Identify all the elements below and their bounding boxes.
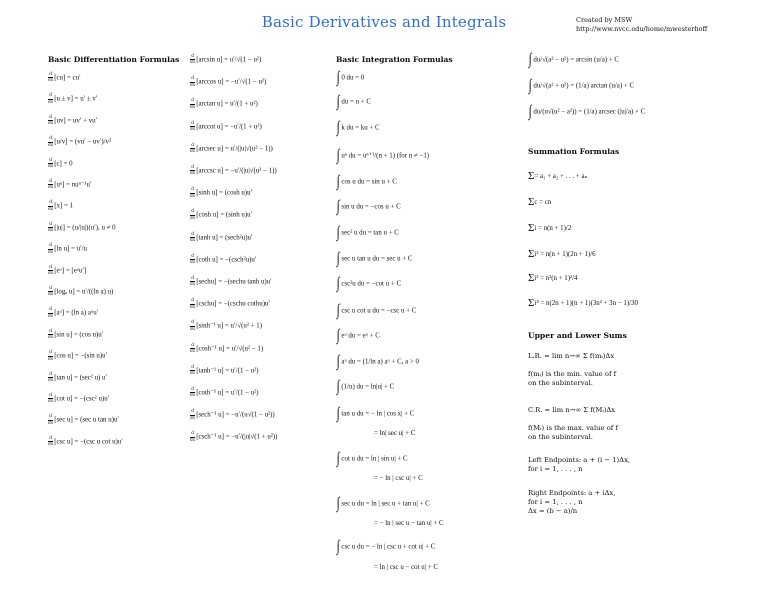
formula-text: [arctan u] = u′/(1 + u²)	[196, 100, 258, 108]
formula-text: [tan u] = (sec² u) u′	[54, 374, 107, 382]
sigma-symbol: Σ	[528, 196, 535, 208]
d-dx-operator	[48, 222, 53, 234]
d-numerator: d	[49, 92, 52, 99]
d-numerator: d	[49, 392, 52, 398]
dx-denominator: dx	[48, 377, 54, 384]
d-numerator: d	[191, 341, 194, 348]
d-dx-operator	[190, 143, 195, 155]
lower-sum-note-1: f(mᵢ) is the min. value of f	[528, 370, 617, 378]
integral-formula	[336, 303, 416, 319]
d-numerator: d	[49, 242, 52, 249]
summation-formula	[528, 170, 588, 183]
formula-text: sec u tan u du = sec u + C	[341, 255, 413, 263]
integral-formula	[336, 199, 401, 215]
d-dx-operator	[48, 393, 53, 405]
integral-sign: ∫	[336, 495, 340, 512]
formula-text: [cosh u] = (sinh u)u′	[196, 211, 253, 219]
formula-text: du/√(a² + u²) = (1/a) arctan (u/a) + C	[533, 82, 635, 90]
dx-denominator: dx	[48, 355, 54, 362]
d-dx-operator	[48, 179, 53, 191]
derivative-formula	[190, 187, 252, 199]
derivative-formula	[190, 320, 262, 332]
d-dx-operator	[48, 286, 53, 298]
derivative-formula	[190, 343, 263, 355]
d-numerator: d	[191, 141, 194, 148]
integral-sign: ∫	[336, 353, 340, 370]
integral-sign: ∫	[336, 147, 340, 164]
derivative-formula	[190, 76, 266, 88]
formula-text: [sin u] = (cos u)u′	[54, 331, 104, 339]
formula-text: [cosh⁻¹ u] = u′/√(u² − 1)	[196, 345, 264, 353]
d-numerator: d	[49, 349, 52, 356]
formula-text: [sechu] = −(sechu tanh u)u′	[196, 278, 272, 286]
formula-text: eᵘ du = eᵘ + C	[341, 332, 380, 340]
d-dx-operator	[48, 93, 53, 105]
d-dx-operator	[190, 343, 195, 355]
dx-denominator: dx	[190, 414, 196, 421]
page-title: Basic Derivatives and Integrals	[261, 13, 507, 31]
d-numerator: d	[191, 408, 194, 415]
d-numerator: d	[191, 252, 194, 259]
dx-denominator: dx	[48, 291, 54, 298]
d-dx-operator	[190, 121, 195, 133]
derivative-formula	[190, 121, 262, 133]
summation-formula	[528, 272, 577, 285]
integral-formula	[336, 251, 413, 267]
integral-sign: ∫	[336, 173, 340, 190]
formula-text: [cot u] = −(csc² u)u′	[54, 395, 110, 403]
d-dx-operator	[190, 187, 195, 199]
d-dx-operator	[190, 431, 195, 443]
heading-upper-lower-sums: Upper and Lower Sums	[528, 331, 627, 340]
integral-formula	[336, 406, 414, 422]
d-numerator: d	[191, 75, 194, 82]
derivative-formula	[190, 254, 256, 266]
formula-text: [aᵘ] = (ln a) aᵘu′	[54, 309, 99, 317]
d-numerator: d	[191, 430, 194, 437]
formula-text: csc u cot u du = −csc u + C	[341, 307, 417, 315]
integral-formula	[336, 379, 394, 395]
d-numerator: d	[191, 164, 194, 170]
formula-text: sin u du = −cos u + C	[341, 203, 401, 211]
derivative-formula	[48, 350, 107, 362]
derivative-formula	[48, 393, 109, 405]
dx-denominator: dx	[190, 59, 196, 66]
d-numerator: d	[49, 306, 52, 313]
d-dx-operator	[190, 365, 195, 377]
formula-text: [csch⁻¹ u] = −u′/(|u|√(1 + u²))	[196, 433, 278, 441]
sigma-symbol: Σ	[528, 248, 535, 260]
sigma-symbol: Σ	[528, 222, 535, 234]
derivative-formula	[48, 72, 81, 84]
dx-denominator: dx	[48, 312, 54, 319]
integral-formula	[374, 520, 444, 528]
integral-formula	[336, 539, 435, 555]
d-numerator: d	[49, 285, 52, 291]
d-numerator: d	[191, 386, 194, 392]
derivative-formula	[48, 286, 113, 298]
d-numerator: d	[49, 71, 52, 77]
dx-denominator: dx	[48, 270, 54, 277]
d-dx-operator	[48, 414, 53, 426]
d-dx-operator	[48, 243, 53, 255]
formula-text: [arcsec u] = u′/(|u|√(u² − 1))	[196, 145, 273, 153]
dx-denominator: dx	[48, 334, 54, 341]
integral-sign: ∫	[336, 450, 340, 467]
d-dx-operator	[190, 298, 195, 310]
formula-text: cos u du = sin u + C	[341, 178, 397, 186]
derivative-formula	[48, 436, 123, 448]
d-numerator: d	[49, 199, 52, 206]
integral-formula	[336, 276, 401, 292]
d-numerator: d	[49, 156, 52, 163]
formula-text: (1/u) du = ln|u| + C	[341, 383, 395, 391]
derivative-formula	[190, 165, 277, 177]
integral-formula	[336, 94, 371, 110]
dx-denominator: dx	[190, 259, 196, 266]
derivative-formula	[48, 329, 103, 341]
formula-text: du/(u√(u² − a²)) = (1/a) arcsec (|u|/a) + C	[533, 108, 646, 116]
derivative-formula	[48, 158, 73, 170]
integral-sign: ∫	[336, 69, 340, 86]
upper-sum-note-2: on the subinterval.	[528, 433, 593, 441]
formula-text: uⁿ du = uⁿ⁺¹/(n + 1) (for n ≠ −1)	[341, 152, 430, 160]
d-numerator: d	[191, 208, 194, 215]
integral-sign: ∫	[336, 119, 340, 136]
upper-sum-note-1: f(Mᵢ) is the max. value of f	[528, 424, 618, 432]
derivative-formula	[48, 115, 97, 127]
formula-text: i⁴ = n(2n + 1)(n + 1)(3n² + 3n − 1)/30	[534, 299, 638, 307]
integral-sign: ∫	[336, 405, 340, 422]
d-dx-operator	[190, 209, 195, 221]
formula-text: du = u + C	[341, 98, 371, 106]
delta-x-definition: Δx = (b − a)/n	[528, 507, 578, 515]
d-numerator: d	[191, 363, 194, 370]
formula-text: i = n(n + 1)/2	[534, 224, 572, 232]
dx-denominator: dx	[190, 436, 196, 443]
d-dx-operator	[190, 320, 195, 332]
derivative-formula	[190, 232, 252, 244]
dx-denominator: dx	[190, 392, 196, 399]
formula-text: [sec u] = (sec u tan u)u′	[54, 416, 119, 424]
formula-text: [sinh u] = (cosh u)u′	[196, 189, 253, 197]
d-numerator: d	[49, 135, 52, 142]
d-dx-operator	[48, 200, 53, 212]
formula-text: [x] = 1	[54, 202, 73, 210]
derivative-formula	[190, 209, 252, 221]
dx-denominator: dx	[190, 103, 196, 110]
derivative-formula	[190, 387, 259, 399]
d-dx-operator	[48, 350, 53, 362]
formula-text: du/√(a² − u²) = arcsin (u/a) + C	[533, 56, 619, 64]
integral-formula	[336, 225, 399, 241]
d-dx-operator	[48, 372, 53, 384]
integral-sign: ∫	[336, 198, 340, 215]
derivative-formula	[48, 265, 86, 277]
integral-sign: ∫	[528, 51, 532, 68]
formula-text: [eᵘ] = [eᵘu′]	[54, 267, 87, 275]
formula-text: [c] = 0	[54, 160, 73, 168]
dx-denominator: dx	[190, 348, 196, 355]
integral-formula	[528, 78, 634, 94]
integral-formula	[336, 148, 429, 164]
derivative-formula	[48, 136, 111, 148]
derivative-formula	[48, 243, 87, 255]
integral-formula	[336, 328, 380, 344]
derivative-formula	[190, 98, 258, 110]
dx-denominator: dx	[190, 170, 196, 177]
integral-formula	[528, 104, 645, 120]
d-dx-operator	[48, 265, 53, 277]
d-dx-operator	[48, 436, 53, 448]
formula-text: [|u|] = (u/|u|)(u′), u ≠ 0	[54, 224, 116, 232]
integral-sign: ∫	[336, 250, 340, 267]
formula-text: i² = n(n + 1)(2n + 1)/6	[534, 250, 596, 258]
lower-sum-note-2: on the subinterval.	[528, 379, 593, 387]
derivative-formula	[190, 54, 261, 66]
heading-summation: Summation Formulas	[528, 147, 620, 156]
dx-denominator: dx	[190, 81, 196, 88]
d-dx-operator	[190, 76, 195, 88]
d-dx-operator	[190, 232, 195, 244]
dx-denominator: dx	[48, 120, 54, 127]
dx-denominator: dx	[48, 248, 54, 255]
dx-denominator: dx	[190, 370, 196, 377]
integral-sign: ∫	[336, 93, 340, 110]
dx-denominator: dx	[190, 192, 196, 199]
integral-sign: ∫	[336, 538, 340, 555]
dx-denominator: dx	[48, 184, 54, 191]
formula-text: csc u du = − ln | csc u + cot u| + C	[341, 543, 436, 551]
dx-denominator: dx	[48, 163, 54, 170]
d-dx-operator	[48, 158, 53, 170]
formula-text: sec² u du = tan u + C	[341, 229, 399, 237]
dx-denominator: dx	[48, 98, 54, 105]
formula-text: tan u du = − ln | cos x| + C	[341, 410, 415, 418]
formula-text: = a₁ + a₂ + . . . + aₙ	[534, 172, 588, 180]
derivative-formula	[190, 143, 273, 155]
formula-text: = ln | csc u − cot u| + C	[374, 564, 438, 571]
integral-sign: ∫	[336, 224, 340, 241]
integral-formula	[336, 120, 380, 136]
dx-denominator: dx	[190, 303, 196, 310]
integral-sign: ∫	[336, 302, 340, 319]
d-numerator: d	[191, 297, 194, 304]
dx-denominator: dx	[48, 141, 54, 148]
formula-text: [tanh⁻¹ u] = u′/(1 − u²)	[196, 367, 259, 375]
d-dx-operator	[190, 276, 195, 288]
formula-text: aᵘ du = (1/ln a) aᵘ + C, a > 0	[341, 358, 419, 366]
formula-text: [tanh u] = (sech²u)u′	[196, 234, 253, 242]
derivative-formula	[190, 276, 272, 288]
upper-riemann-sum: C.R. = lim n→∞ Σ f(Mᵢ)Δx	[528, 406, 616, 414]
left-endpoints-line-2: for i = 1, . . . , n	[528, 465, 583, 473]
integral-formula	[374, 564, 438, 572]
integral-sign: ∫	[336, 275, 340, 292]
credit	[576, 16, 707, 34]
d-numerator: d	[191, 275, 194, 281]
d-numerator: d	[191, 186, 194, 193]
integral-formula	[336, 174, 397, 190]
sigma-symbol: Σ	[528, 297, 535, 309]
right-endpoints-line-2: for i = 1, . . . , n	[528, 498, 583, 506]
formula-text: csc²u du = −cot u + C	[341, 280, 402, 288]
derivative-formula	[190, 365, 259, 377]
dx-denominator: dx	[190, 214, 196, 221]
formula-text: = − ln | csc u| + C	[374, 475, 423, 482]
formula-text: [u ± v] = u′ ± v′	[54, 95, 98, 103]
sigma-symbol: Σ	[528, 170, 535, 182]
formula-text: cot u du = ln | sin u| + C	[341, 455, 408, 463]
dx-denominator: dx	[48, 77, 54, 84]
integral-formula	[336, 496, 430, 512]
formula-text: = − ln | sec u − tan u| + C	[374, 520, 444, 527]
dx-denominator: dx	[48, 227, 54, 234]
formula-text: [coth⁻¹ u] = u′/(1 − u²)	[196, 389, 259, 397]
formula-text: 0 du = 0	[341, 74, 365, 82]
integral-sign: ∫	[528, 103, 532, 120]
formula-text: c = cn	[534, 198, 552, 206]
formula-text: [logₐ u] = u′/((ln a) u)	[54, 288, 114, 296]
dx-denominator: dx	[48, 441, 54, 448]
derivative-formula	[190, 409, 275, 421]
d-numerator: d	[49, 370, 52, 377]
formula-text: [arccot u] = −u′/(1 + u²)	[196, 123, 262, 131]
formula-text: [cschu] = −(cschu cothu)u′	[196, 300, 270, 308]
integral-sign: ∫	[336, 378, 340, 395]
d-numerator: d	[49, 220, 52, 227]
integral-formula	[374, 475, 423, 483]
summation-formula	[528, 297, 638, 310]
formula-text: i³ = n²(n + 1)²/4	[534, 274, 578, 282]
formula-text: [u/v] = (vu′ − uv′)/v²	[54, 138, 112, 146]
derivative-formula	[48, 222, 116, 234]
d-numerator: d	[49, 434, 52, 441]
formula-text: = ln| sec u| + C	[374, 430, 416, 437]
d-dx-operator	[190, 165, 195, 177]
credit-author: Created by MSW	[576, 16, 633, 24]
derivative-formula	[48, 372, 107, 384]
credit-url: http://www.nvcc.edu/home/mwesterhoff	[576, 24, 708, 33]
d-numerator: d	[191, 53, 194, 59]
formula-text: [uv] = uv′ + vu′	[54, 117, 98, 125]
derivative-formula	[190, 298, 270, 310]
d-numerator: d	[191, 119, 194, 126]
derivative-formula	[48, 414, 119, 426]
d-dx-operator	[48, 136, 53, 148]
formula-text: sec u du = ln | sec u + tan u| + C	[341, 500, 430, 508]
left-endpoints-line-1: Left Endpoints: a + (i − 1)Δx,	[528, 456, 631, 464]
formula-text: k du = ku + C	[341, 124, 380, 132]
d-dx-operator	[48, 115, 53, 127]
dx-denominator: dx	[190, 281, 196, 288]
dx-denominator: dx	[190, 148, 196, 155]
integral-formula	[336, 451, 408, 467]
dx-denominator: dx	[48, 205, 54, 212]
formula-text: [cu] = cu′	[54, 74, 81, 82]
integral-formula	[336, 70, 364, 86]
d-numerator: d	[49, 113, 52, 120]
dx-denominator: dx	[48, 419, 54, 426]
formula-text: [uⁿ] = nuⁿ⁻¹u′	[54, 181, 92, 189]
d-numerator: d	[191, 319, 194, 326]
formula-text: [arcsin u] = u′/√(1 − u²)	[196, 56, 262, 64]
integral-sign: ∫	[336, 327, 340, 344]
integral-formula	[528, 52, 619, 68]
right-endpoints-line-1: Right Endpoints: a + iΔx,	[528, 489, 616, 497]
dx-denominator: dx	[190, 126, 196, 133]
d-dx-operator	[48, 329, 53, 341]
dx-denominator: dx	[190, 325, 196, 332]
lower-riemann-sum: L.R. = lim n→∞ Σ f(mᵢ)Δx	[528, 352, 615, 360]
d-dx-operator	[190, 98, 195, 110]
formula-text: [arccos u] = −u′/√(1 − u²)	[196, 78, 267, 86]
d-dx-operator	[48, 72, 53, 84]
d-numerator: d	[191, 230, 194, 237]
d-numerator: d	[49, 413, 52, 420]
formula-text: [ln u] = u′/u	[54, 245, 87, 253]
summation-formula	[528, 196, 551, 209]
d-numerator: d	[49, 263, 52, 270]
formula-text: [sinh⁻¹ u] = u′/√(u² + 1)	[196, 322, 262, 330]
d-dx-operator	[190, 387, 195, 399]
integral-formula	[336, 354, 419, 370]
derivative-formula	[48, 93, 97, 105]
derivative-formula	[48, 179, 91, 191]
dx-denominator: dx	[48, 398, 54, 405]
d-dx-operator	[190, 254, 195, 266]
d-dx-operator	[190, 409, 195, 421]
summation-formula	[528, 248, 596, 261]
formula-text: [arccsc u] = −u′/(|u|√(u² − 1))	[196, 167, 277, 175]
derivative-formula	[190, 431, 277, 443]
heading-integrals: Basic Integration Formulas	[336, 55, 453, 64]
d-numerator: d	[49, 178, 52, 184]
summation-formula	[528, 222, 571, 235]
integral-formula	[374, 430, 415, 438]
derivative-formula	[48, 200, 73, 212]
formula-text: [csc u] = −(csc u cot u)u′	[54, 438, 123, 446]
d-numerator: d	[191, 97, 194, 104]
derivative-formula	[48, 307, 98, 319]
d-numerator: d	[49, 327, 52, 334]
heading-derivatives: Basic Differentiation Formulas	[48, 55, 180, 64]
formula-text: [cos u] = −(sin u)u′	[54, 352, 108, 360]
d-dx-operator	[190, 54, 195, 66]
integral-sign: ∫	[528, 77, 532, 94]
dx-denominator: dx	[190, 237, 196, 244]
d-dx-operator	[48, 307, 53, 319]
formula-text: [coth u] = −(csch²u)u′	[196, 256, 257, 264]
sigma-symbol: Σ	[528, 272, 535, 284]
formula-text: [sech⁻¹ u] = −u′/(u√(1 − u²))	[196, 411, 275, 419]
